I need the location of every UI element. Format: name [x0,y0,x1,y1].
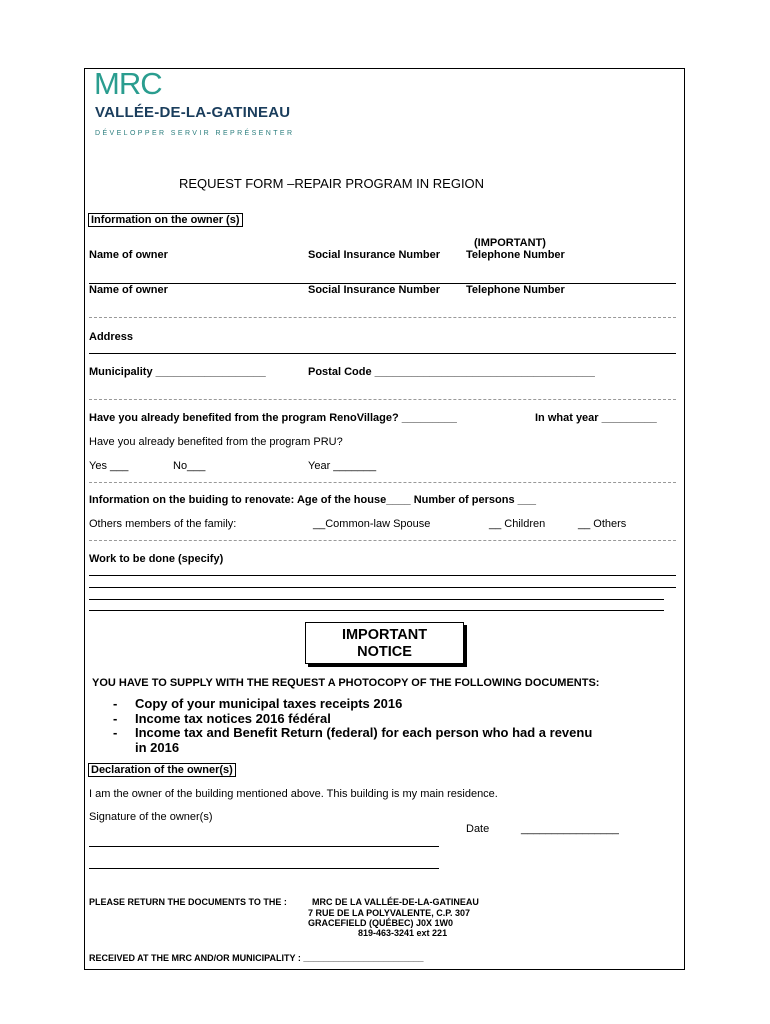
address-label: Address [89,331,134,343]
divider [89,399,676,400]
date-label: Date [466,823,490,835]
work-line-4[interactable] [89,610,664,611]
received-field[interactable]: RECEIVED AT THE MRC AND/OR MUNICIPALITY : ________________________ [89,953,424,963]
divider [89,482,676,483]
signature-line-1[interactable] [89,846,439,847]
work-line-1[interactable] [89,575,676,576]
list-item: - Copy of your municipal taxes receipts 2016 [113,696,403,711]
renovillage-question[interactable]: Have you already benefited from the program RenoVillage? _________ [89,412,457,424]
important-label: (IMPORTANT) [474,237,546,249]
postal-code-field[interactable]: Postal Code ____________________________________ [308,366,595,378]
others-members-label: Others members of the family: [89,518,237,530]
year-field[interactable]: Year _______ [308,460,377,472]
owner-2-line[interactable] [89,317,676,318]
logo-tagline: DÉVELOPPER SERVIR REPRÉSENTER [95,130,295,137]
work-label: Work to be done (specify) [89,553,224,565]
logo-name: VALLÉE-DE-LA-GATINEAU [95,104,291,121]
date-field[interactable]: ________________ [521,823,619,835]
children-option[interactable]: __ Children [489,518,546,530]
return-address-line-3: GRACEFIELD (QUÉBEC) J0X 1W0 [308,918,454,928]
declaration-heading: Declaration of the owner(s) [88,763,236,777]
sin-label-2: Social Insurance Number [308,284,441,296]
supply-text: YOU HAVE TO SUPPLY WITH THE REQUEST A PHOTOCOPY OF THE FOLLOWING DOCUMENTS: [92,677,600,689]
common-law-option[interactable]: __Common-law Spouse [313,518,431,530]
building-info[interactable]: Information on the buiding to renovate: Age of the house____ Number of persons ___ [89,494,536,506]
return-label: PLEASE RETURN THE DOCUMENTS TO THE : [89,897,287,907]
work-line-3[interactable] [89,599,664,600]
list-item: - Income tax notices 2016 fédéral [113,710,331,726]
what-year-field[interactable]: In what year _________ [535,412,657,424]
address-line[interactable] [89,353,676,354]
return-phone: 819-463-3241 ext 221 [358,928,448,938]
document-list [113,697,592,755]
others-option[interactable]: __ Others [578,518,627,530]
telephone-label-2: Telephone Number [466,284,565,296]
owner-name-label-2: Name of owner [89,284,168,296]
important-notice-box [305,622,464,664]
owner-section-heading: Information on the owner (s) [88,213,243,227]
no-option[interactable]: No___ [173,460,206,472]
sin-label-1: Social Insurance Number [308,249,441,261]
form-title: REQUEST FORM –REPAIR PROGRAM IN REGION [179,176,485,191]
signature-line-2[interactable] [89,868,439,869]
divider [89,540,676,541]
telephone-label-1: Telephone Number [466,249,565,261]
list-item: in 2016 [135,739,180,755]
logo-brand: MRC [94,66,162,101]
return-address-line-1: MRC DE LA VALLÉE-DE-LA-GATINEAU [312,897,479,907]
notice-line-2: NOTICE [357,644,412,660]
signature-label: Signature of the owner(s) [89,811,213,823]
notice-line-1: IMPORTANT [341,627,428,643]
list-item: - Income tax and Benefit Return (federal) for each person who had a revenu [113,725,593,740]
yes-option[interactable]: Yes ___ [89,460,129,472]
work-line-2[interactable] [89,587,676,588]
owner-name-label-1: Name of owner [89,249,168,261]
return-address-line-2: 7 RUE DE LA POLYVALENTE, C.P. 307 [308,908,471,918]
pru-question: Have you already benefited from the program PRU? [89,436,343,448]
municipality-field[interactable]: Municipality __________________ [89,366,266,378]
declaration-statement: I am the owner of the building mentioned above. This building is my main residence. [89,788,498,800]
